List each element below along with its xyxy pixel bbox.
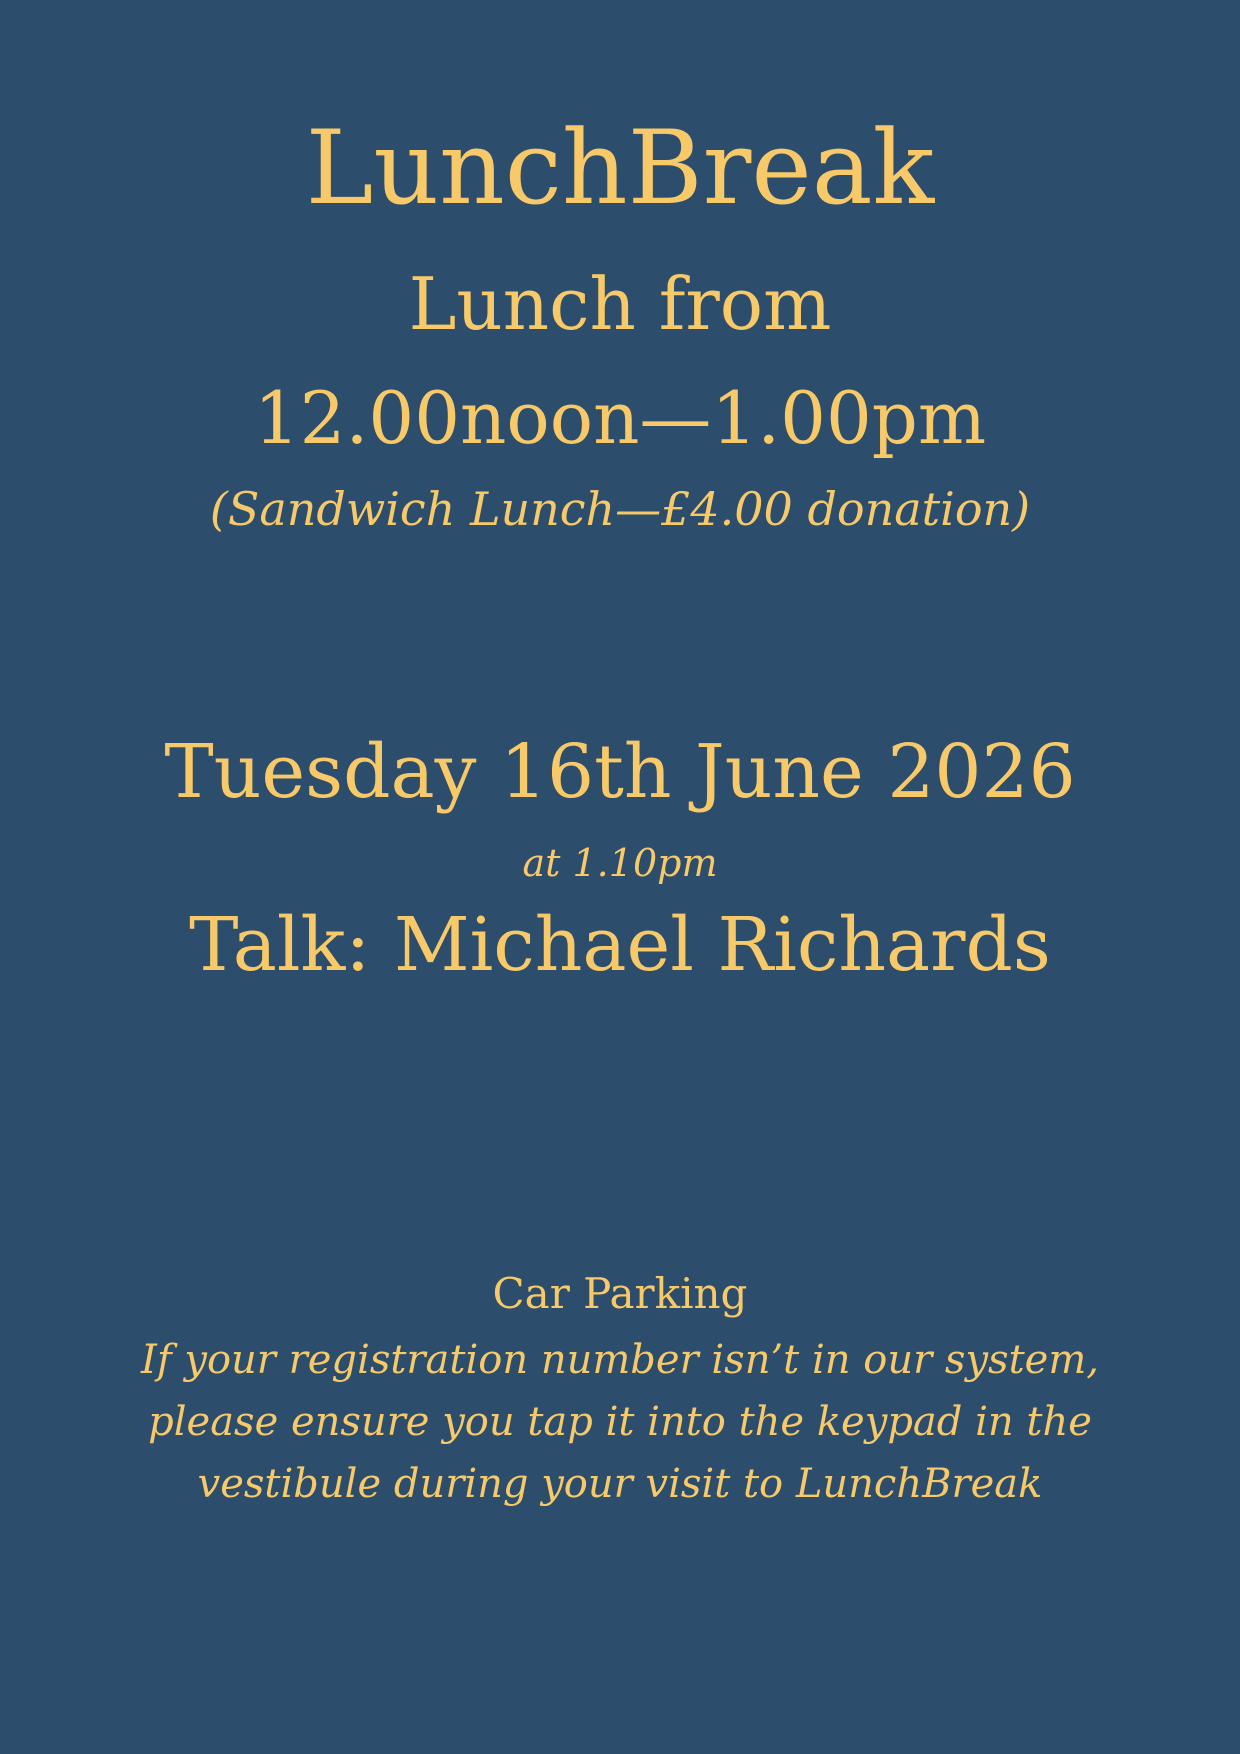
event-date: Tuesday 16th June 2026 xyxy=(164,729,1076,815)
parking-heading: Car Parking xyxy=(492,1269,748,1318)
parking-text xyxy=(0,1329,1240,1515)
event-time: at 1.10pm xyxy=(522,841,718,885)
lunch-label: Lunch from xyxy=(408,262,832,346)
parking-line: If your registration number isn’t in our system, xyxy=(141,1337,1099,1383)
flyer-title: LunchBreak xyxy=(305,109,935,228)
lunch-time: 12.00noon—1.00pm xyxy=(253,376,987,460)
lunch-note: (Sandwich Lunch—£4.00 donation) xyxy=(209,482,1031,536)
parking-line: vestibule during your visit to LunchBreak xyxy=(197,1461,1043,1507)
talk-title: Talk: Michael Richards xyxy=(189,902,1051,988)
parking-line: please ensure you tap it into the keypad in the xyxy=(148,1399,1092,1445)
